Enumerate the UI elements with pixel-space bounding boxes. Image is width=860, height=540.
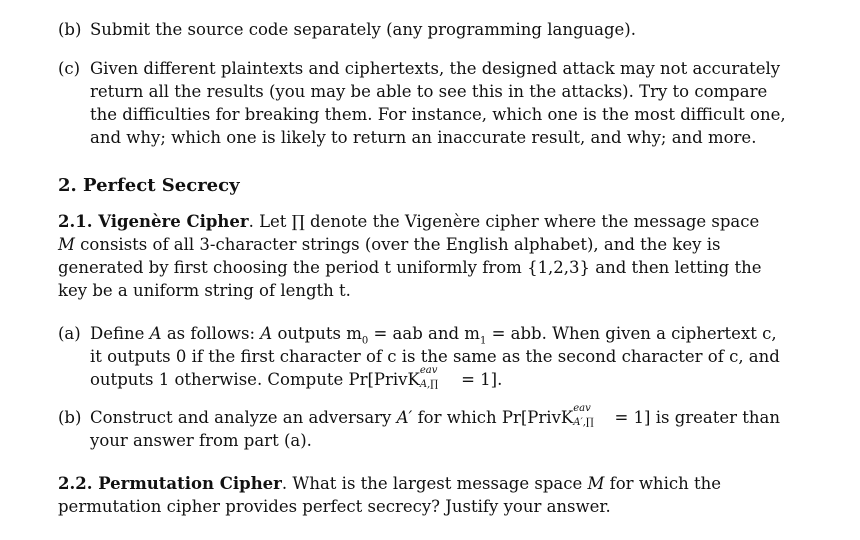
text: as follows:	[166, 324, 256, 343]
item-label: (b)	[58, 408, 82, 427]
item-b-source-code	[58, 18, 793, 41]
text: Construct and analyze an adversary	[90, 408, 392, 427]
superscript: eav	[419, 365, 438, 376]
text: Define	[90, 324, 145, 343]
text: = 1].	[461, 370, 503, 389]
adversary-symbol: A	[260, 324, 273, 343]
item-text: Submit the source code separately (any programming language).	[90, 20, 636, 39]
subscript: A,∏	[419, 379, 439, 390]
text: = 1] is greater than your answer from part (a).	[90, 408, 781, 450]
text: = abb. When given a ciphertext c, it outputs 0 if the first character of c is the same as the second character of c, and outputs 1 otherwise. Compute Pr[PrivK	[90, 324, 780, 389]
item-text: Given different plaintexts and ciphertexts, the designed attack may not accurately return all the results (you may be able to see this in the attacks). Try to compare the difficulties for breaking them. For instance, which one is the most difficult one, and why; which one is likely to return an inaccurate result, and why; and more.	[90, 59, 786, 147]
item-label: (b)	[58, 20, 82, 39]
item-label: (c)	[58, 59, 81, 78]
superscript: eav	[573, 403, 591, 414]
subsection-title: 2.2. Permutation Cipher	[58, 474, 282, 493]
subsection-rest: for which the permutation cipher provides perfect secrecy? Justify your answer.	[58, 474, 721, 516]
subsection-vigenere	[58, 210, 778, 302]
message-space-symbol: M	[58, 235, 75, 254]
adversary-symbol: A	[149, 324, 162, 343]
message-space-symbol: M	[587, 474, 605, 493]
text: outputs m	[277, 324, 362, 343]
text: = aab and m	[373, 324, 480, 343]
text: for which Pr[PrivK	[417, 408, 574, 427]
subsection-lead: . What is the largest message space	[281, 474, 583, 493]
item-label: (a)	[58, 324, 81, 343]
subsection-title: 2.1. Vigenère Cipher	[58, 212, 249, 231]
item-b-construct-adversary	[58, 403, 793, 452]
item-a-define-adversary: (a) Define A as follows: A outputs $m_0$ = aab and $m_1$ = abb. When given a ciphertext c, it outputs 0 if the first character of c is the same as the second character of c, and outputs 1 otherwise. Compute Pr[PrivK eav A,∏ = 1].	[58, 322, 793, 391]
subsection-rest: consists of all 3-character strings (over the English alphabet), and the key is generated by first choosing the period t uniformly from {1,2,3} and then letting the key be a uniform string of length t.	[58, 235, 762, 300]
item-c-compare-difficulties	[58, 57, 793, 149]
subsection-lead: . Let ∏ denote the Vigenère cipher where the message space	[248, 212, 760, 231]
section-heading-perfect-secrecy: 2. Perfect Secrecy	[58, 175, 240, 196]
subscript: A′,∏	[573, 417, 594, 428]
adversary-symbol: A′	[396, 408, 413, 427]
subsection-permutation	[58, 472, 778, 518]
